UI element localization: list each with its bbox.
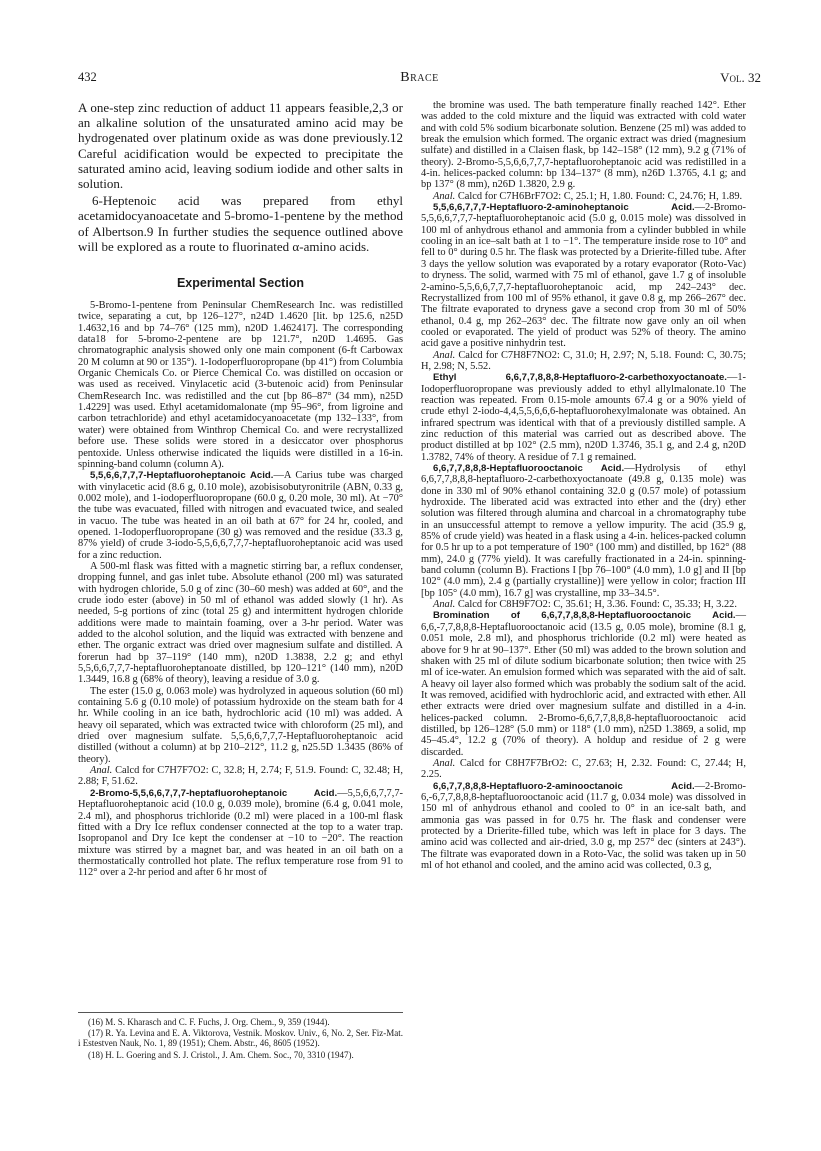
- body-paragraph: [421, 100, 746, 191]
- running-title: Brace: [400, 70, 439, 85]
- body-paragraph: [78, 788, 403, 879]
- paragraph-text: 5-Bromo-1-pentene from Peninsular ChemResearch Inc. was redistilled twice, separating a cut, bp 126–127°, n24D 1.4620 [lit. bp 125.6, n25D 1.4632,16 and bp 74–76° (125 mm), n20D 1.462417]. The corresponding data18 for 5-bromo-2-pentene are bp 121.7°, n20D 1.4695. Gas chromatographic analysis showed only one main component (6-ft Carbowax 20 M column at 90 or 135°). 1-Iodoperfluoropropane (bp 41°) from Columbia Organic Chemicals Co. or Pierce Chemical Co. was distilled on occasion or was used as received. Vinylacetic acid (3-butenoic acid) from Peninsular ChemResearch Inc. was redistilled and the cut [bp 86–87° (34 mm), n25D 1.4229] was used. Ethyl acetamidomalonate (mp 95–96°, from ligroine and carbon tetrachloride) and ethyl acetamidocyanoacetate (mp 132–133°, from water) were obtained from Winthrop Chemical Co. and were recrystallized before use. These solids were stored in a desiccator over phosphorus pentoxide. Unless otherwise indicated the liquids were distilled in a 16-in. spinning-band column (column A).: [78, 300, 403, 470]
- analysis-label: Anal.: [433, 757, 456, 769]
- paragraph-heading: Bromination of 6,6,7,7,8,8,8-Heptafluorooctanoic Acid.: [433, 610, 736, 622]
- body-paragraph: [421, 372, 746, 463]
- paragraph-text: —2-Bromo-6,-6,7,7,8,8,8-heptafluorooctanoic acid (11.7 g, 0.034 mole) was dissolved in 150 ml of anhydrous ethanol and cooled to 0° in an ice-salt bath, and ammonia gas was passed in for 0.75 hr. The flask and condenser were protected by a Drierite-filled tube, which was left in place for 3 days. The amino acid was collected and air-dried, 3.0 g, mp 257° dec (sinters at 243°). The filtrate was evaporated down in a Roto-Vac, the solid was taken up in 50 ml of hot ethanol and cooled, and the amino acid was collected, 0.3 g,: [421, 780, 746, 872]
- paragraph-text: Anal. Calcd for C7H7F7O2: C, 32.8; H, 2.74; F, 51.9. Found: C, 32.48; H, 2.88; F, 51.62.: [78, 765, 403, 788]
- paragraph-heading: Ethyl 6,6,7,7,8,8,8-Heptafluoro-2-carbethoxyoctanoate.: [433, 372, 727, 384]
- running-head: [78, 70, 761, 88]
- analysis-label: Anal.: [433, 190, 456, 202]
- paragraph-text: Anal. Calcd for C8H9F7O2: C, 35.61; H, 3.36. Found: C, 35.33; H, 3.22.: [433, 599, 737, 611]
- intro-text: [78, 100, 403, 254]
- paragraph-text: —2-Bromo-5,5,6,6,7,7,7-heptafluoroheptanoic acid (5.0 g, 0.015 mole) was dissolved in 100 ml of anhydrous ethanol and ammonia from a cylinder bubbled in while cooling in an ice–salt bath at 1 to −1°. The temperature inside rose to 10° and fell to 0° during 0.5 hr. The flask was protected by a Drierite-filled tube. After 3 days the yellow solution was evaporated by a rotary evaporator (Roto-Vac) to dryness. The solid, warmed with 75 ml of ethanol, gave 1.7 g of insoluble 2-amino-5,5,6,6,7,7,7-heptafluoroheptanoic acid, mp 242–243° dec. Recrystallized from 100 ml of 95% ethanol, it gave 0.8 g, mp 266–267° dec. The filtrate evaporated to dryness gave a second crop from 30 ml of 50% ethanol, 0.4 g, mp 262–263° dec. The filtrate now gave only an oil when cooled or evaporated. The yield of product was 52% of theory. The amino acid gave a positive ninhydrin test.: [421, 202, 746, 350]
- paragraph-text: The ester (15.0 g, 0.063 mole) was hydrolyzed in aqueous solution (60 ml) containing 5.6 g (0.10 mole) of potassium hydroxide on the steam bath for 4 hr. While cooling in an ice bath, hydrochloric acid (10 ml) was added. A heavy oil separated, which was extracted twice with chloroform (25 ml), and dried over magnesium sulfate. 5,5,6,6,7,7,7-Heptafluoroheptanoic acid distilled (without a column) at bp 210–212°, 11.2 g, n25.5D 1.3435 (86% of theory).: [78, 685, 403, 765]
- paragraph-text: —Hydrolysis of ethyl 6,6,7,7,8,8,8-heptafluoro-2-carbethoxyoctanoate (49.8 g, 0.135 mole) was done in 330 ml of 90% ethanol containing 32.0 g (0.57 mole) of potassium hydroxide. The liberated acid was extracted into ether and the (dry) ether solution was filtered through alumina and charcoal in a chromatography tube in an unsuccessful attempt to remove a yellow impurity. The acid (35.9 g, 85% of crude yield) was heated in a flask using a 4-in. helices-packed column for 0.5 hr up to a pot temperature of 190° (100 mm) and distilled, bp 162° (88 mm), 24.0 g (77% yield). It was carefully fractionated in a 24-in. spinning-band column (column B). Fractions I [bp 76–100° (4.0 mm), 1.0 g] and II [bp 102° (4.0 mm), 2.4 g (partially crystalline)] were yellow in color; fraction III [bp 105° (4.0 mm), 16.7 g] was crystalline, mp 33–34.5°.: [421, 463, 747, 599]
- paragraph-heading: 6,6,7,7,8,8,8-Heptafluorooctanoic Acid.: [433, 463, 625, 474]
- body-paragraph: [421, 781, 746, 872]
- paragraph-text: the bromine was used. The bath temperature finally reached 142°. Ether was added to the cold mixture and the liquid was extracted with cold water and with cold 5% sodium bicarbonate solution. Benzene (25 ml) was added to break the emulsion which formed. The organic extract was dried (magnesium sulfate) and distilled in a Claisen flask, bp 142–158° (12 mm), 9.2 g (71% of theory). 2-Bromo-5,5,6,6,7,7,7-heptafluoroheptanoic acid was redistilled in a 4-in. helices-packed column: bp 134–137° (8 mm), n26D 1.3765, 4.1 g; and bp 137° (8 mm), n26D 1.3820, 2.9 g.: [421, 100, 746, 191]
- section-heading: Experimental Section: [176, 276, 305, 291]
- body-paragraph: [421, 599, 746, 610]
- paragraph-text: —A Carius tube was charged with vinylacetic acid (8.6 g, 0.10 mole), azobisisobutyronitrile (ABN, 0.33 g, 0.002 mole), and 1-iodoperfluoropropane (60.0 g, 0.20 mole, 30 ml). At −70° the tube was evacuated, filled with nitrogen and evacuated twice, and sealed in vacuo. The tube was heated in an oil bath at 67° for 24 hr, cooled, and opened. 1-Iodoperfluoropropane (30 g) was removed and the residue (33.3 g, 87% yield) of crude 3-iodo-5,5,6,6,7,7,7-heptafluoroheptanoic acid was used for a zinc reduction.: [78, 470, 403, 561]
- paragraph-heading: 5,5,6,6,7,7,7-Heptafluoro-2-aminoheptanoic Acid.: [433, 202, 695, 214]
- body-paragraph: [421, 463, 746, 599]
- body-paragraph: [78, 470, 403, 561]
- body-paragraph: [78, 686, 403, 765]
- left-column: [78, 100, 403, 879]
- paragraph-heading: 6,6,7,7,8,8,8-Heptafluoro-2-aminooctanoic Acid.: [433, 780, 695, 792]
- body-paragraph: [78, 300, 403, 470]
- footnote: (16) M. S. Kharasch and C. F. Fuchs, J. Org. Chem., 9, 359 (1944).: [88, 1017, 330, 1027]
- paragraph-text: Anal. Calcd for C7H8F7NO2: C, 31.0; H, 2.97; N, 5.18. Found: C, 30.75; H, 2.98; N, 5.52.: [421, 349, 746, 372]
- right-column: [421, 100, 746, 871]
- paragraph-text: —1-Iodoperfluoropropane was previously added to ethyl allylmalonate.10 The reaction was repeated. From 0.15-mole amounts 67.4 g or a 90% yield of crude ethyl 2-iodo-4,4,5,5,6,6,6-heptafluorohexylmalonate was obtained. An infrared spectrum was identical with that of a previously distilled sample. A zinc reduction of this material was carried out as described above. The product distilled at bp 102° (2.5 mm), n20D 1.3746, 35.1 g, and 2.4 g, n20D 1.3782, 74% of theory. A residue of 7.1 g remained.: [421, 372, 746, 463]
- paragraph-text: Anal. Calcd for C8H7F7BrO2: C, 27.63; H, 2.32. Found: C, 27.44; H, 2.25.: [421, 757, 746, 781]
- footnote: (18) H. L. Goering and S. J. Cristol., J. Am. Chem. Soc., 70, 3310 (1947).: [88, 1049, 354, 1060]
- experimental-paragraphs: [78, 300, 403, 879]
- analysis-label: Anal.: [433, 599, 456, 611]
- paragraph-heading: 5,5,6,6,7,7,7-Heptafluoroheptanoic Acid.: [90, 470, 274, 482]
- analysis-label: Anal.: [433, 349, 456, 361]
- body-paragraph: [421, 202, 746, 349]
- page-number: 432: [78, 70, 97, 84]
- paragraph-heading: 2-Bromo-5,5,6,6,7,7,7-heptafluoroheptanoic Acid.: [90, 787, 338, 799]
- intro-paragraph: A one-step zinc reduction of adduct 11 appears feasible,2,3 or an alkaline solution of the unsaturated amino acid may be hydrogenated over platinum oxide as was done previously.12 Careful acidification would be expected to precipitate the saturated amino acid, leaving sodium iodide and other salts in solution.: [78, 100, 403, 192]
- footnote: (17) R. Ya. Levina and E. A. Viktorova, Vestnik. Moskov. Univ., 6, No. 2, Ser. Fiz-Mat. i Estestven Nauk, No. 1, 89 (1951); Chem. Abstr., 46, 8605 (1952).: [78, 1028, 403, 1049]
- experimental-paragraphs-continued: [421, 100, 746, 871]
- paragraph-text: A 500-ml flask was fitted with a magnetic stirring bar, a reflux condenser, dropping funnel, and gas inlet tube. Absolute ethanol (200 ml) was saturated with hydrogen chloride, 5.0 g of zinc (30–60 mesh) was added at 60°, and the crude iodo ester (above) in 50 ml of ethanol was added slowly (1 hr). As needed, 5-g portions of zinc (total 25 g) and intermittent hydrogen chloride additions were made to maintain foaming, over a 3-hr period. Water was added to the alcohol solution, and the liquid was extracted with benzene and ether. The organic extract was dried over magnesium sulfate and distilled. A forerun had bp 37–119° (140 mm), n20D 1.3838, 2.2 g; and ethyl 5,5,6,6,7,7,7-heptafluoroheptanoate distilled, bp 120–121° (140 mm), n20D 1.3449, 16.8 g (68% of theory), leaving a residue of 3.0 g.: [78, 560, 403, 686]
- intro-paragraph: 6-Heptenoic acid was prepared from ethyl acetamidocyanoacetate and 5-bromo-1-pentene by the method of Albertson.9 In further studies the sequence outlined above will be explored as a route to fluorinated α-amino acids.: [78, 193, 403, 254]
- footnotes: [78, 1012, 403, 1061]
- paragraph-text: Anal. Calcd for C7H6BrF7O2: C, 25.1; H, 1.80. Found: C, 24.76; H, 1.89.: [433, 190, 743, 202]
- body-paragraph: [421, 191, 746, 202]
- paragraph-text: —6,6,-7,7,8,8,8-Heptafluorooctanoic acid (13.5 g, 0.05 mole), bromine (8.1 g, 0.051 mole, 2.8 ml), and phosphorus trichloride (0.2 ml) were heated as above for 9 hr at 90–137°. Ether (50 ml) was added to the brown solution and shaken with 25 ml of dilute sodium bicarbonate solution; then twice with 25 ml of ice-water. An emulsion formed which was separated with the aid of salt. A heavy oil layer also formed which was probably the sodium salt of the acid. It was removed, acidified with hydrochloric acid, and extracted with ether. All ether extracts were dried over magnesium sulfate and distilled in a 4-in. helices-packed column. 2-Bromo-6,6,7,7,8,8,8-heptafluorooctanoic acid distilled, bp 126–128° (5.0 mm) or 118° (1.0 mm), n25D 1.3869, a solid, mp 45–45.4°, 12.2 g (70% of theory). A holdup and residue of 2 g were discarded.: [421, 610, 746, 758]
- paragraph-text: —5,5,6,6,7,7,7-Heptafluoroheptanoic acid (10.0 g, 0.039 mole), bromine (6.4 g, 0.041 mole, 2.4 ml), and phosphorus trichloride (0.2 ml) were placed in a 100-ml flask fitted with a Dry Ice reflux condenser connected at the top to a water trap. Isopropanol and Dry Ice kept the condenser at −10 to −20°. The reaction mixture was stirred by a magnet bar, and was heated in an oil bath on a thermostatically controlled hot plate. The reflux temperature rose from 91 to 112° over a 2-hr period and after 6 hr most of: [78, 787, 403, 879]
- body-paragraph: [421, 758, 746, 781]
- body-paragraph: [78, 561, 403, 686]
- body-paragraph: [78, 765, 403, 788]
- analysis-label: Anal.: [90, 765, 113, 777]
- volume-label: Vol. 32: [720, 70, 761, 85]
- body-paragraph: [421, 610, 746, 757]
- body-paragraph: [421, 350, 746, 373]
